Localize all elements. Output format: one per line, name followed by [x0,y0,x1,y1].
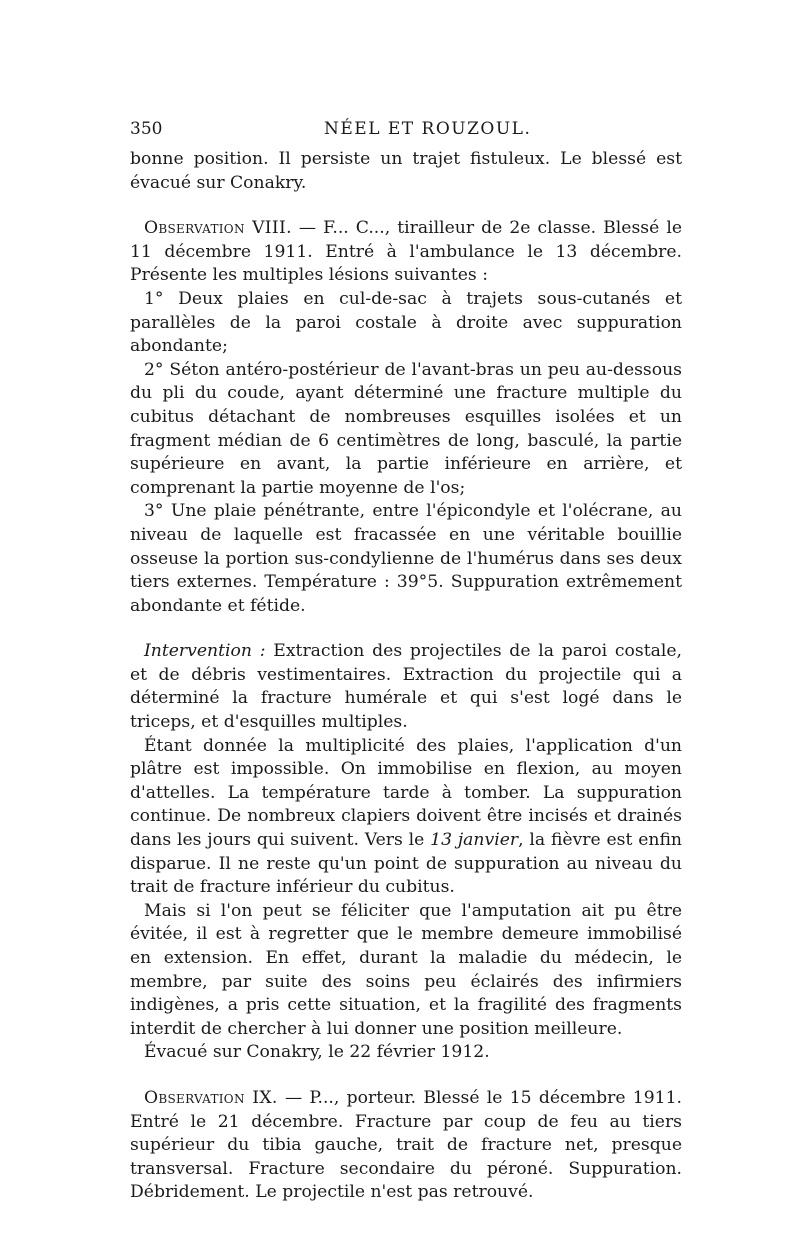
page [130,118,682,1205]
observation-8-label: Observation VIII. [144,218,292,239]
paragraph-etant-end: , la fièvre est enfin disparue. Il ne reste qu'un point de suppuration au niveau du trait de fracture inférieur du cubitus. [130,830,682,898]
paragraph-continuation: bonne position. Il persiste un trajet fistuleux. Le blessé est évacué sur Conakry. [130,149,682,193]
observation-9-label: Observation IX. [144,1087,278,1108]
paragraph-etant-text: Étant donnée la multiplicité des plaies, l'application d'un plâtre est impossible. On immobilise en flexion, au moyen d'attelles. La température tarde à tomber. La suppuration continue. De nombreux clapiers doivent être incisés et drainés dans les jours qui suivent. Vers le [130,735,682,851]
running-header [130,118,682,148]
running-title: NÉEL ET ROUZOUL. [324,119,532,139]
observation-8-item-2: 2° Séton antéro-postérieur de l'avant-bras un peu au-dessous du pli du coude, ayant déterminé une fracture multiple du cubitus détachant de nombreuses esquilles isolées et un fragment médian de 6 centimètres de long, basculé, la partie supérieure en avant, la partie inférieure en arrière, et comprenant la partie moyenne de l'os; [130,359,682,498]
paragraph-mais: Mais si l'on peut se féliciter que l'amputation ait pu être évitée, il est à regretter que le membre demeure immobilisé en extension. En effet, durant la maladie du médecin, le membre, par suite des soins peu éclairés des infirmiers indigènes, a pris cette situation, et la fragilité des fragments interdit de chercher à lui donner une position meilleure. [130,900,682,1039]
observation-8-intro [130,217,682,288]
paragraph-etant [130,735,682,900]
date-13-janvier: 13 janvier [430,830,519,851]
observation-8-item-3: 3° Une plaie pénétrante, entre l'épicondyle et l'olécrane, au niveau de laquelle est fracassée en une véritable bouillie osseuse la portion sus-condylienne de l'humérus dans ses deux tiers externes. Température : 39°5. Suppuration extrêmement abondante et fétide. [130,501,682,616]
intervention-text: Extraction des projectiles de la paroi costale, et de débris vestimentaires. Extraction du projectile qui a déterminé la fracture humérale et qui s'est logé dans le triceps, et d'esquilles multiples. [130,641,682,733]
intervention-label: Intervention : [144,641,266,662]
intervention-paragraph [130,640,682,734]
page-number: 350 [130,119,163,139]
observation-9-paragraph [130,1087,682,1205]
observation-8-item-1: 1° Deux plaies en cul-de-sac à trajets sous-cutanés et parallèles de la paroi costale à droite avec suppuration abondante; [130,288,682,357]
paragraph-evacue: Évacué sur Conakry, le 22 février 1912. [144,1042,490,1063]
observation-8-text: — F... C..., tirailleur de 2e classe. Blessé le 11 décembre 1911. Entré à l'ambulance le 13 décembre. Présente les multiples lésions suivantes : [130,218,682,286]
observation-9-text: — P..., porteur. Blessé le 15 décembre 1911. Entré le 21 décembre. Fracture par coup de feu au tiers supérieur du tibia gauche, trait de fracture net, presque transversal. Fracture secondaire du péroné. Suppuration. Débridement. Le projectile n'est pas retrouvé. [130,1087,682,1203]
